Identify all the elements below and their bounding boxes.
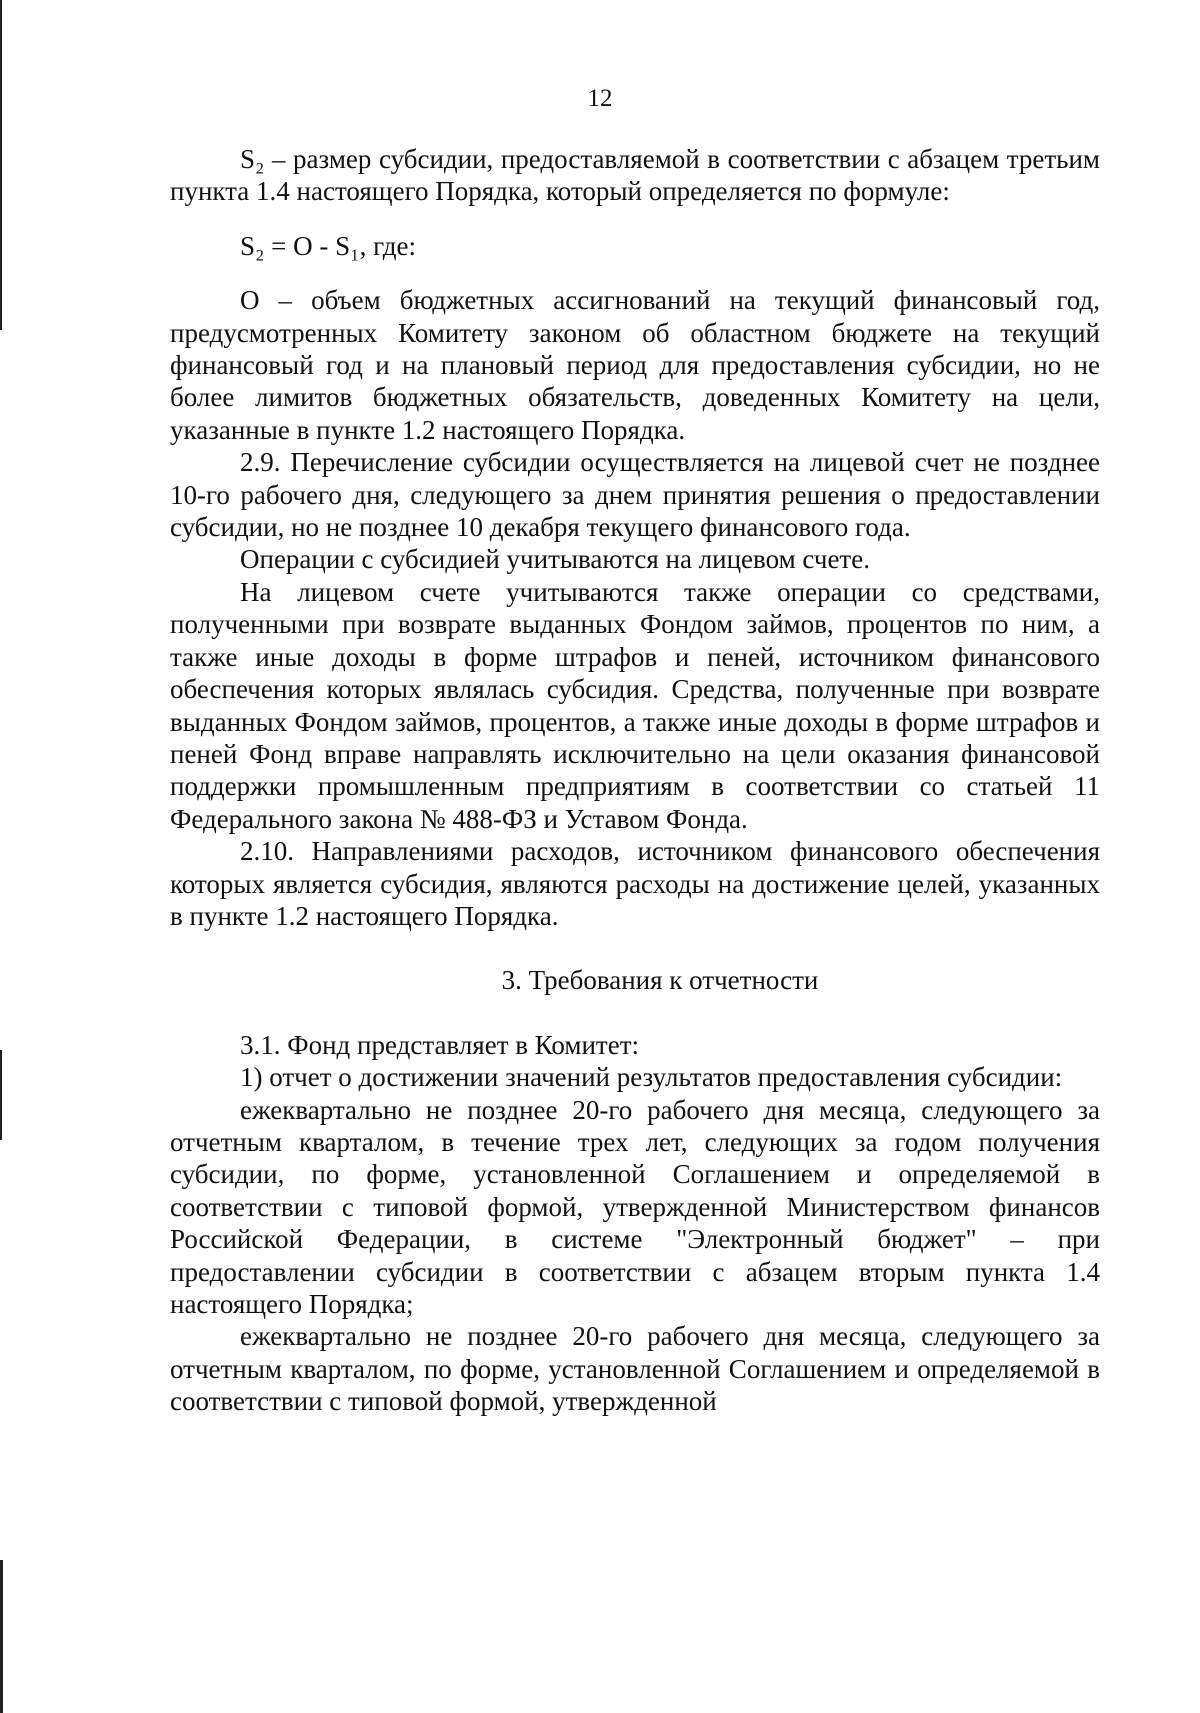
paragraph-personal-account: На лицевом счете учитываются также операции со средствами, полученными при возврате выданных Фондом займов, процентов по ним, а также иные доходы в форме штрафов и пеней, источником финансового обеспечения которых являлась субсидия. Средства, полученные при возврате выданных Фондом займов, процентов, а также иные доходы в форме штрафов и пеней Фонд вправе направлять исключительно на цели оказания финансовой поддержки промышленным предприятиям в соответствии со статьей 11 Федерального закона № 488-ФЗ и Уставом Фонда. xyxy=(170,576,1100,834)
formula-s2: S₂ = O - S₁, где: xyxy=(240,230,417,261)
document-body xyxy=(170,143,1100,1418)
scan-edge-bottom xyxy=(0,1560,3,1713)
paragraph-quarterly-1: ежеквартально не позднее 20-го рабочего дня месяца, следующего за отчетным кварталом, в течение трех лет, следующих за годом получения субсидии, по форме, установленной Соглашением и определяемой в соответствии с типовой формой, утвержденной Министерством финансов Российской Федерации, в системе "Электронный бюджет" – при предоставлении субсидии в соответствии с абзацем вторым пункта 1.4 настоящего Порядка; xyxy=(170,1094,1100,1319)
paragraph-2-9: 2.9. Перечисление субсидии осуществляется на лицевой счет не позднее 10-го рабочего дня, следующего за днем принятия решения о предоставлении субсидии, но не позднее 10 декабря текущего финансового года. xyxy=(170,447,1100,543)
paragraph-s2-definition: S₂ – размер субсидии, предоставляемой в соответствии с абзацем третьим пункта 1.4 настоящего Порядка, который определяется по формуле: xyxy=(170,144,1100,207)
paragraph-3-1: 3.1. Фонд представляет в Комитет: xyxy=(240,1029,640,1060)
section-heading xyxy=(170,964,1100,996)
paragraph-quarterly-2: ежеквартально не позднее 20-го рабочего дня месяца, следующего за отчетным кварталом, по форме, установленной Соглашением и определяемой в соответствии с типовой формой, утвержденной xyxy=(170,1321,1100,1417)
scan-edge-middle xyxy=(0,1050,2,1140)
paragraph-operations: Операции с субсидией учитываются на лицевом счете. xyxy=(240,544,870,575)
page-number: 12 xyxy=(587,85,613,112)
paragraph-2-10: 2.10. Направлениями расходов, источником финансового обеспечения которых является субсидия, являются расходы на достижение целей, указанных в пункте 1.2 настоящего Порядка. xyxy=(170,836,1100,931)
scan-edge-top xyxy=(0,0,2,330)
paragraph-o-definition: O – объем бюджетных ассигнований на текущий финансовый год, предусмотренных Комитету законом об областном бюджете на текущий финансовый год и на плановый период для предоставления субсидии, но не более лимитов бюджетных обязательств, доведенных Комитету на цели, указанные в пункте 1.2 настоящего Порядка. xyxy=(170,285,1100,445)
paragraph-report-item-1: 1) отчет о достижении значений результатов предоставления субсидии: xyxy=(240,1062,1063,1093)
section-heading-text: 3. Требования к отчетности xyxy=(501,965,819,996)
